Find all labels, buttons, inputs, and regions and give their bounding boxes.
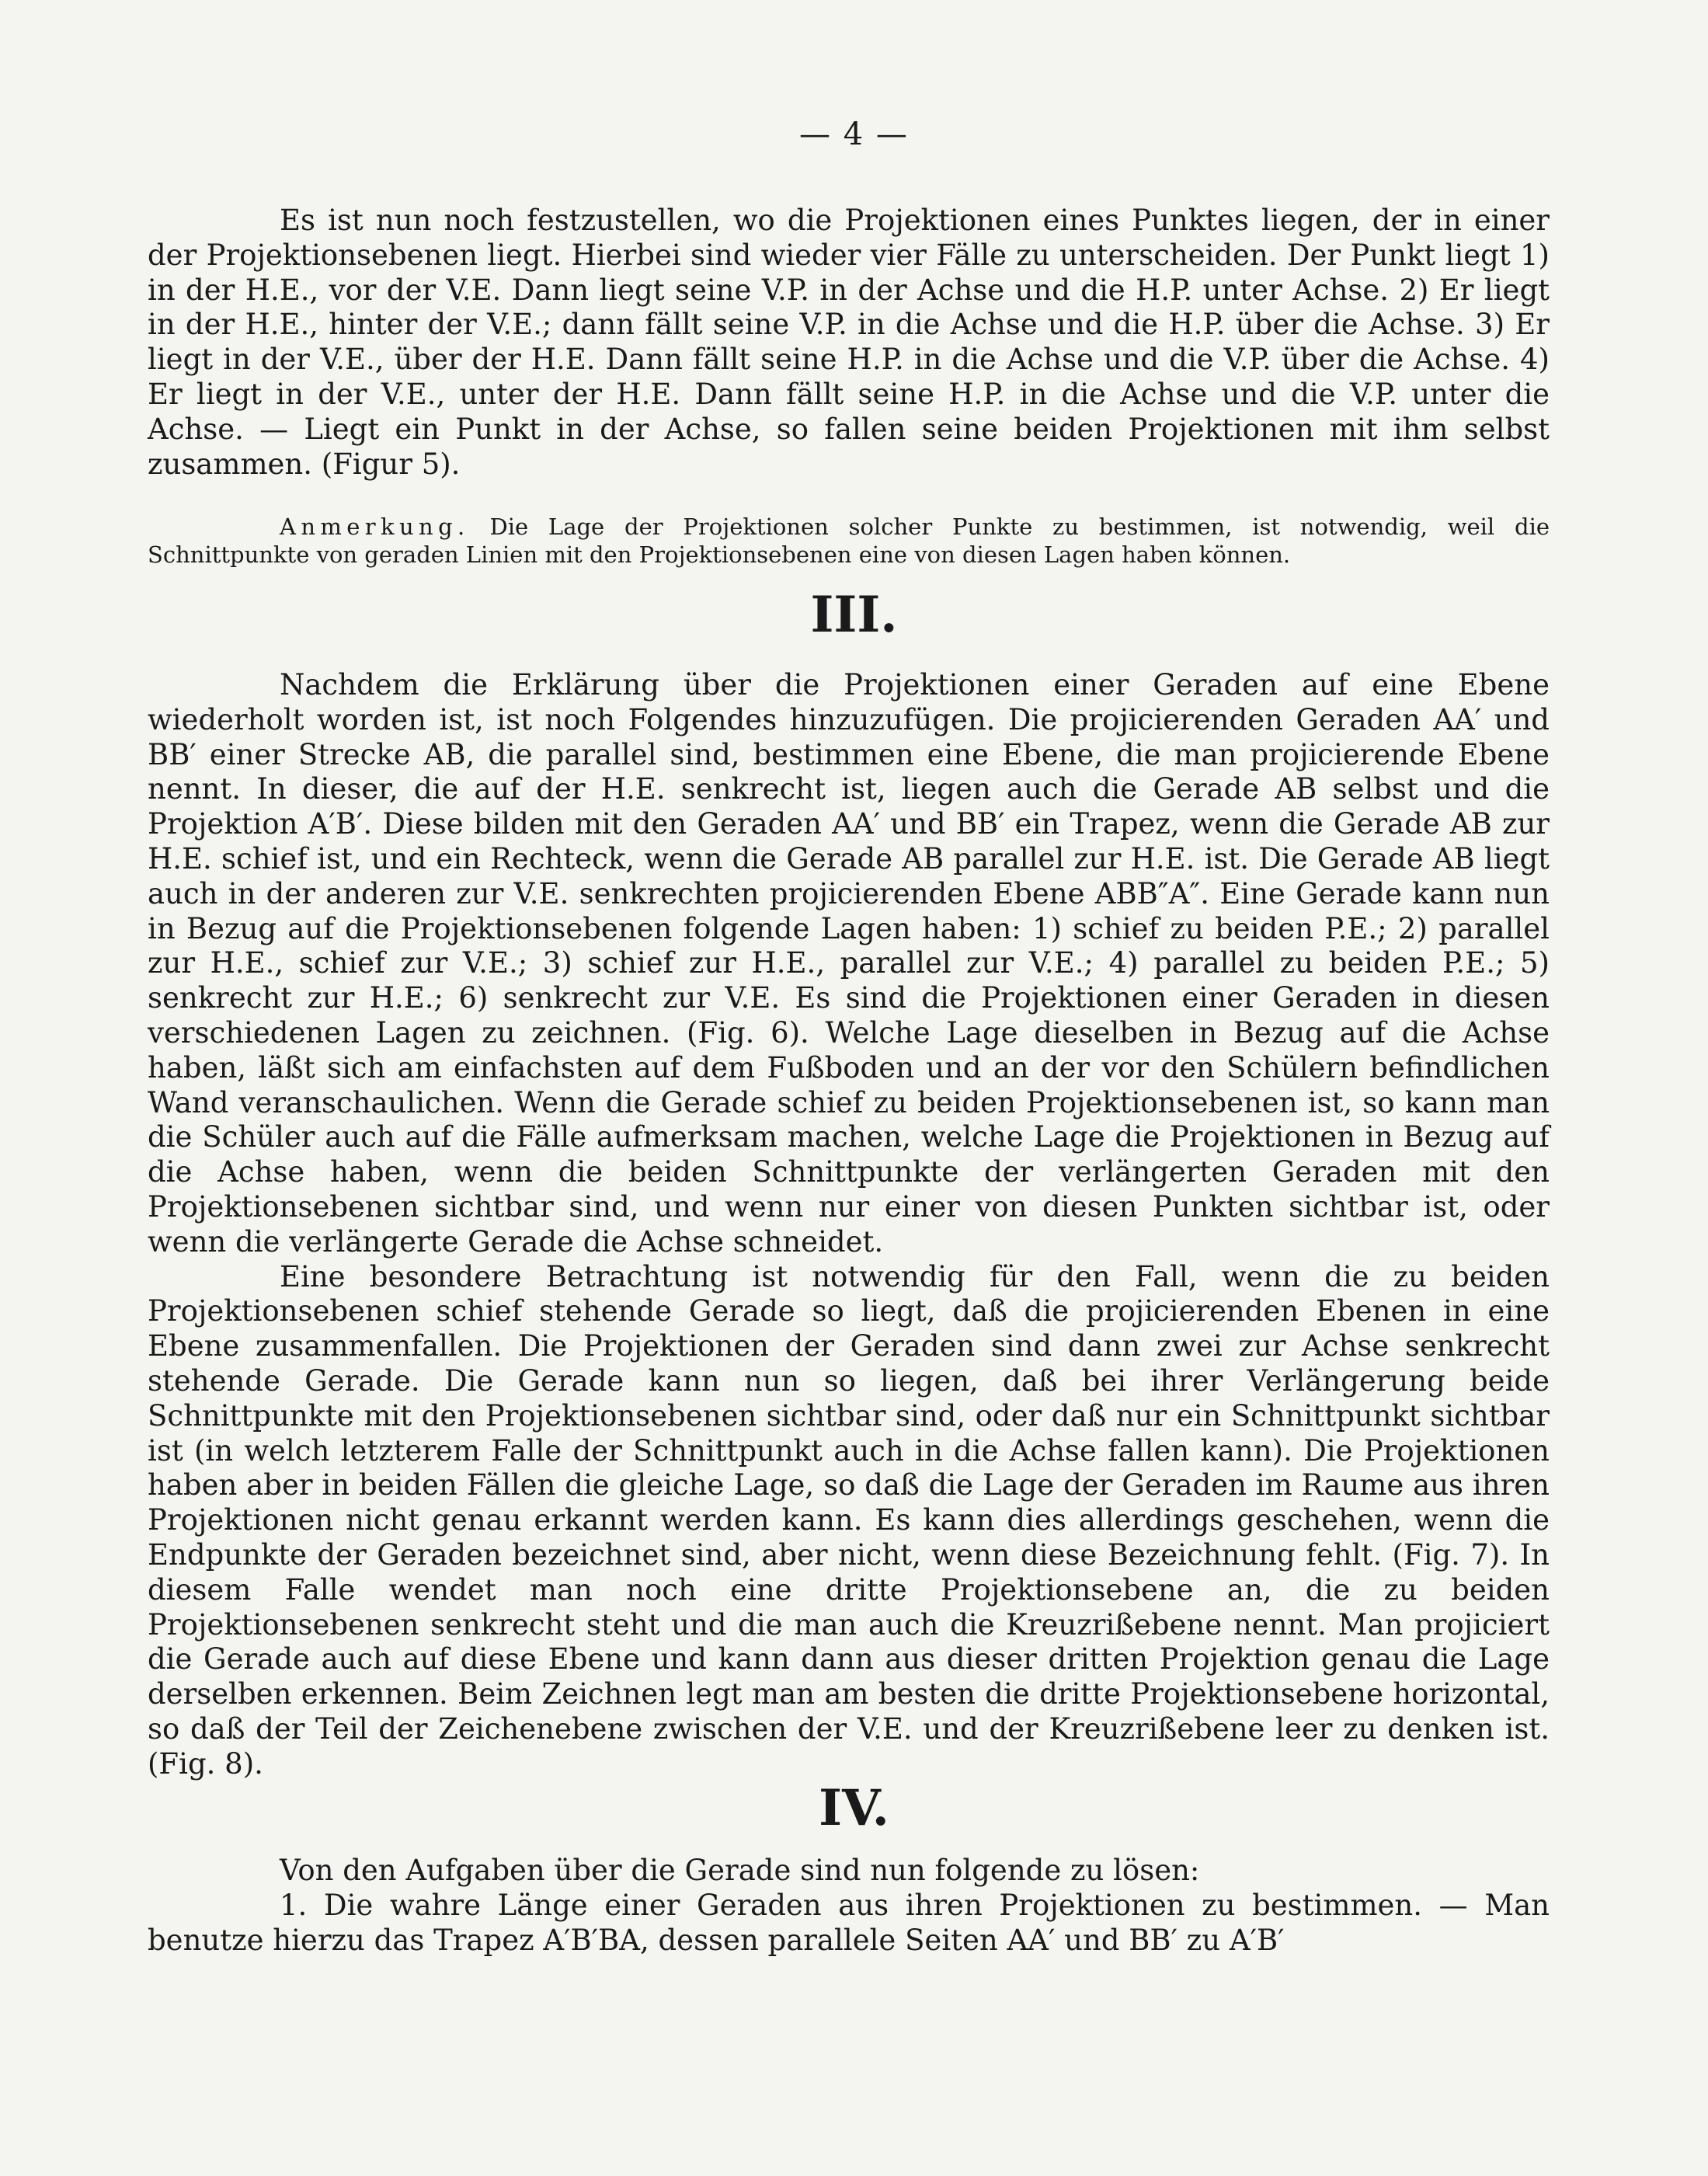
remark-label: Anmerkung. <box>280 514 470 540</box>
section-iii-paragraph-1: Nachdem die Erklärung über die Projektionen einer Geraden auf eine Ebene wiederholt worden ist, ist noch Folgendes hinzuzufügen. Die projicierenden Geraden AA′ und BB′ einer Strecke AB, die parallel sind, bestimmen eine Ebene, die man projicierende Ebene nennt. In dieser, die auf der H.E. senkrecht ist, liegen auch die Gerade AB selbst und die Projektion A′B′. Diese bilden mit den Geraden AA′ und BB′ ein Trapez, wenn die Gerade AB zur H.E. schief ist, und ein Rechteck, wenn die Gerade AB parallel zur H.E. ist. Die Gerade AB liegt auch in der anderen zur V.E. senkrechten projicierenden Ebene ABB″A″. Eine Gerade kann nun in Bezug auf die Projektionsebenen folgende Lagen haben: 1) schief zu beiden P.E.; 2) parallel zur H.E., schief zur V.E.; 3) schief zur H.E., parallel zur V.E.; 4) parallel zu beiden P.E.; 5) senkrecht zur H.E.; 6) senkrecht zur V.E. Es sind die Projektionen einer Geraden in diesen verschiedenen Lagen zu zeichnen. (Fig. 6). Welche Lage dieselben in Bezug auf die Achse haben, läßt sich am einfachsten auf dem Fußboden und an der vor den Schülern befindlichen Wand veranschaulichen. Wenn die Gerade schief zu beiden Projektionsebenen ist, so kann man die Schüler auch auf die Fälle aufmerksam machen, welche Lage die Projektionen in Bezug auf die Achse haben, wenn die beiden Schnittpunkte der verlängerten Geraden mit den Projektionsebenen sichtbar sind, und wenn nur einer von diesen Punkten sichtbar ist, oder wenn die verlängerte Gerade die Achse schneidet. <box>148 668 1550 1259</box>
section-iii-paragraph-2: Eine besondere Betrachtung ist notwendig für den Fall, wenn die zu beiden Projektionsebenen schief stehende Gerade so liegt, daß die projicierenden Ebenen in eine Ebene zusammenfallen. Die Projektionen der Geraden sind dann zwei zur Achse senkrecht stehende Gerade. Die Gerade kann nun so liegen, daß bei ihrer Verlängerung beide Schnittpunkte mit den Projektionsebenen sichtbar sind, oder daß nur ein Schnittpunkt sichtbar ist (in welch letzterem Falle der Schnittpunkt auch in die Achse fallen kann). Die Projektionen haben aber in beiden Fällen die gleiche Lage, so daß die Lage der Geraden im Raume aus ihren Projektionen nicht genau erkannt werden kann. Es kann dies allerdings geschehen, wenn die Endpunkte der Geraden bezeichnet sind, aber nicht, wenn diese Bezeichnung fehlt. (Fig. 7). In diesem Falle wendet man noch eine dritte Projektionsebene an, die zu beiden Projektionsebenen senkrecht steht und die man auch die Kreuzrißebene nennt. Man projiciert die Gerade auch auf diese Ebene und kann dann aus dieser dritten Projektion genau die Lage derselben erkennen. Beim Zeichnen legt man am besten die dritte Projektionsebene horizontal, so daß der Teil der Zeichenebene zwischen der V.E. und der Kreuzrißebene leer zu denken ist. (Fig. 8). <box>148 1259 1550 1781</box>
section-heading-iii: III. <box>810 586 898 644</box>
remark-note <box>148 513 1550 569</box>
section-iii-body <box>148 668 1550 1782</box>
section-iv-body <box>148 1854 1550 1958</box>
section-iv-paragraph-1: Von den Aufgaben über die Gerade sind nun folgende zu lösen: <box>280 1854 1200 1887</box>
paragraph-points-in-planes: Es ist nun noch festzustellen, wo die Projektionen eines Punktes liegen, der in einer der Projektionsebenen liegt. Hierbei sind wieder vier Fälle zu unterscheiden. Der Punkt liegt 1) in der H.E., vor der V.E. Dann liegt seine V.P. in der Achse und die H.P. unter Achse. 2) Er liegt in der H.E., hinter der V.E.; dann fällt seine V.P. in die Achse und die H.P. über die Achse. 3) Er liegt in der V.E., über der H.E. Dann fällt seine H.P. in die Achse und die V.P. über die Achse. 4) Er liegt in der V.E., unter der H.E. Dann fällt seine H.P. in die Achse und die V.P. unter die Achse. — Liegt ein Punkt in der Achse, so fallen seine beiden Projektionen mit ihm selbst zusammen. (Figur 5). <box>148 204 1550 481</box>
remark-paragraph <box>148 513 1550 569</box>
remark-text: Die Lage der Projektionen solcher Punkte zu bestimmen, ist notwendig, weil die Schnittpunkte von geraden Linien mit den Projektionsebenen eine von diesen Lagen haben können. <box>148 514 1550 568</box>
page-number: — 4 — <box>799 117 909 152</box>
section-heading-iv: IV. <box>819 1779 889 1837</box>
intro-paragraph-block <box>148 204 1550 482</box>
section-iv-paragraph-2: 1. Die wahre Länge einer Geraden aus ihren Projektionen zu bestimmen. — Man benutze hierzu das Trapez A′B′BA, dessen parallele Seiten AA′ und BB′ zu A′B′ <box>148 1888 1550 1957</box>
